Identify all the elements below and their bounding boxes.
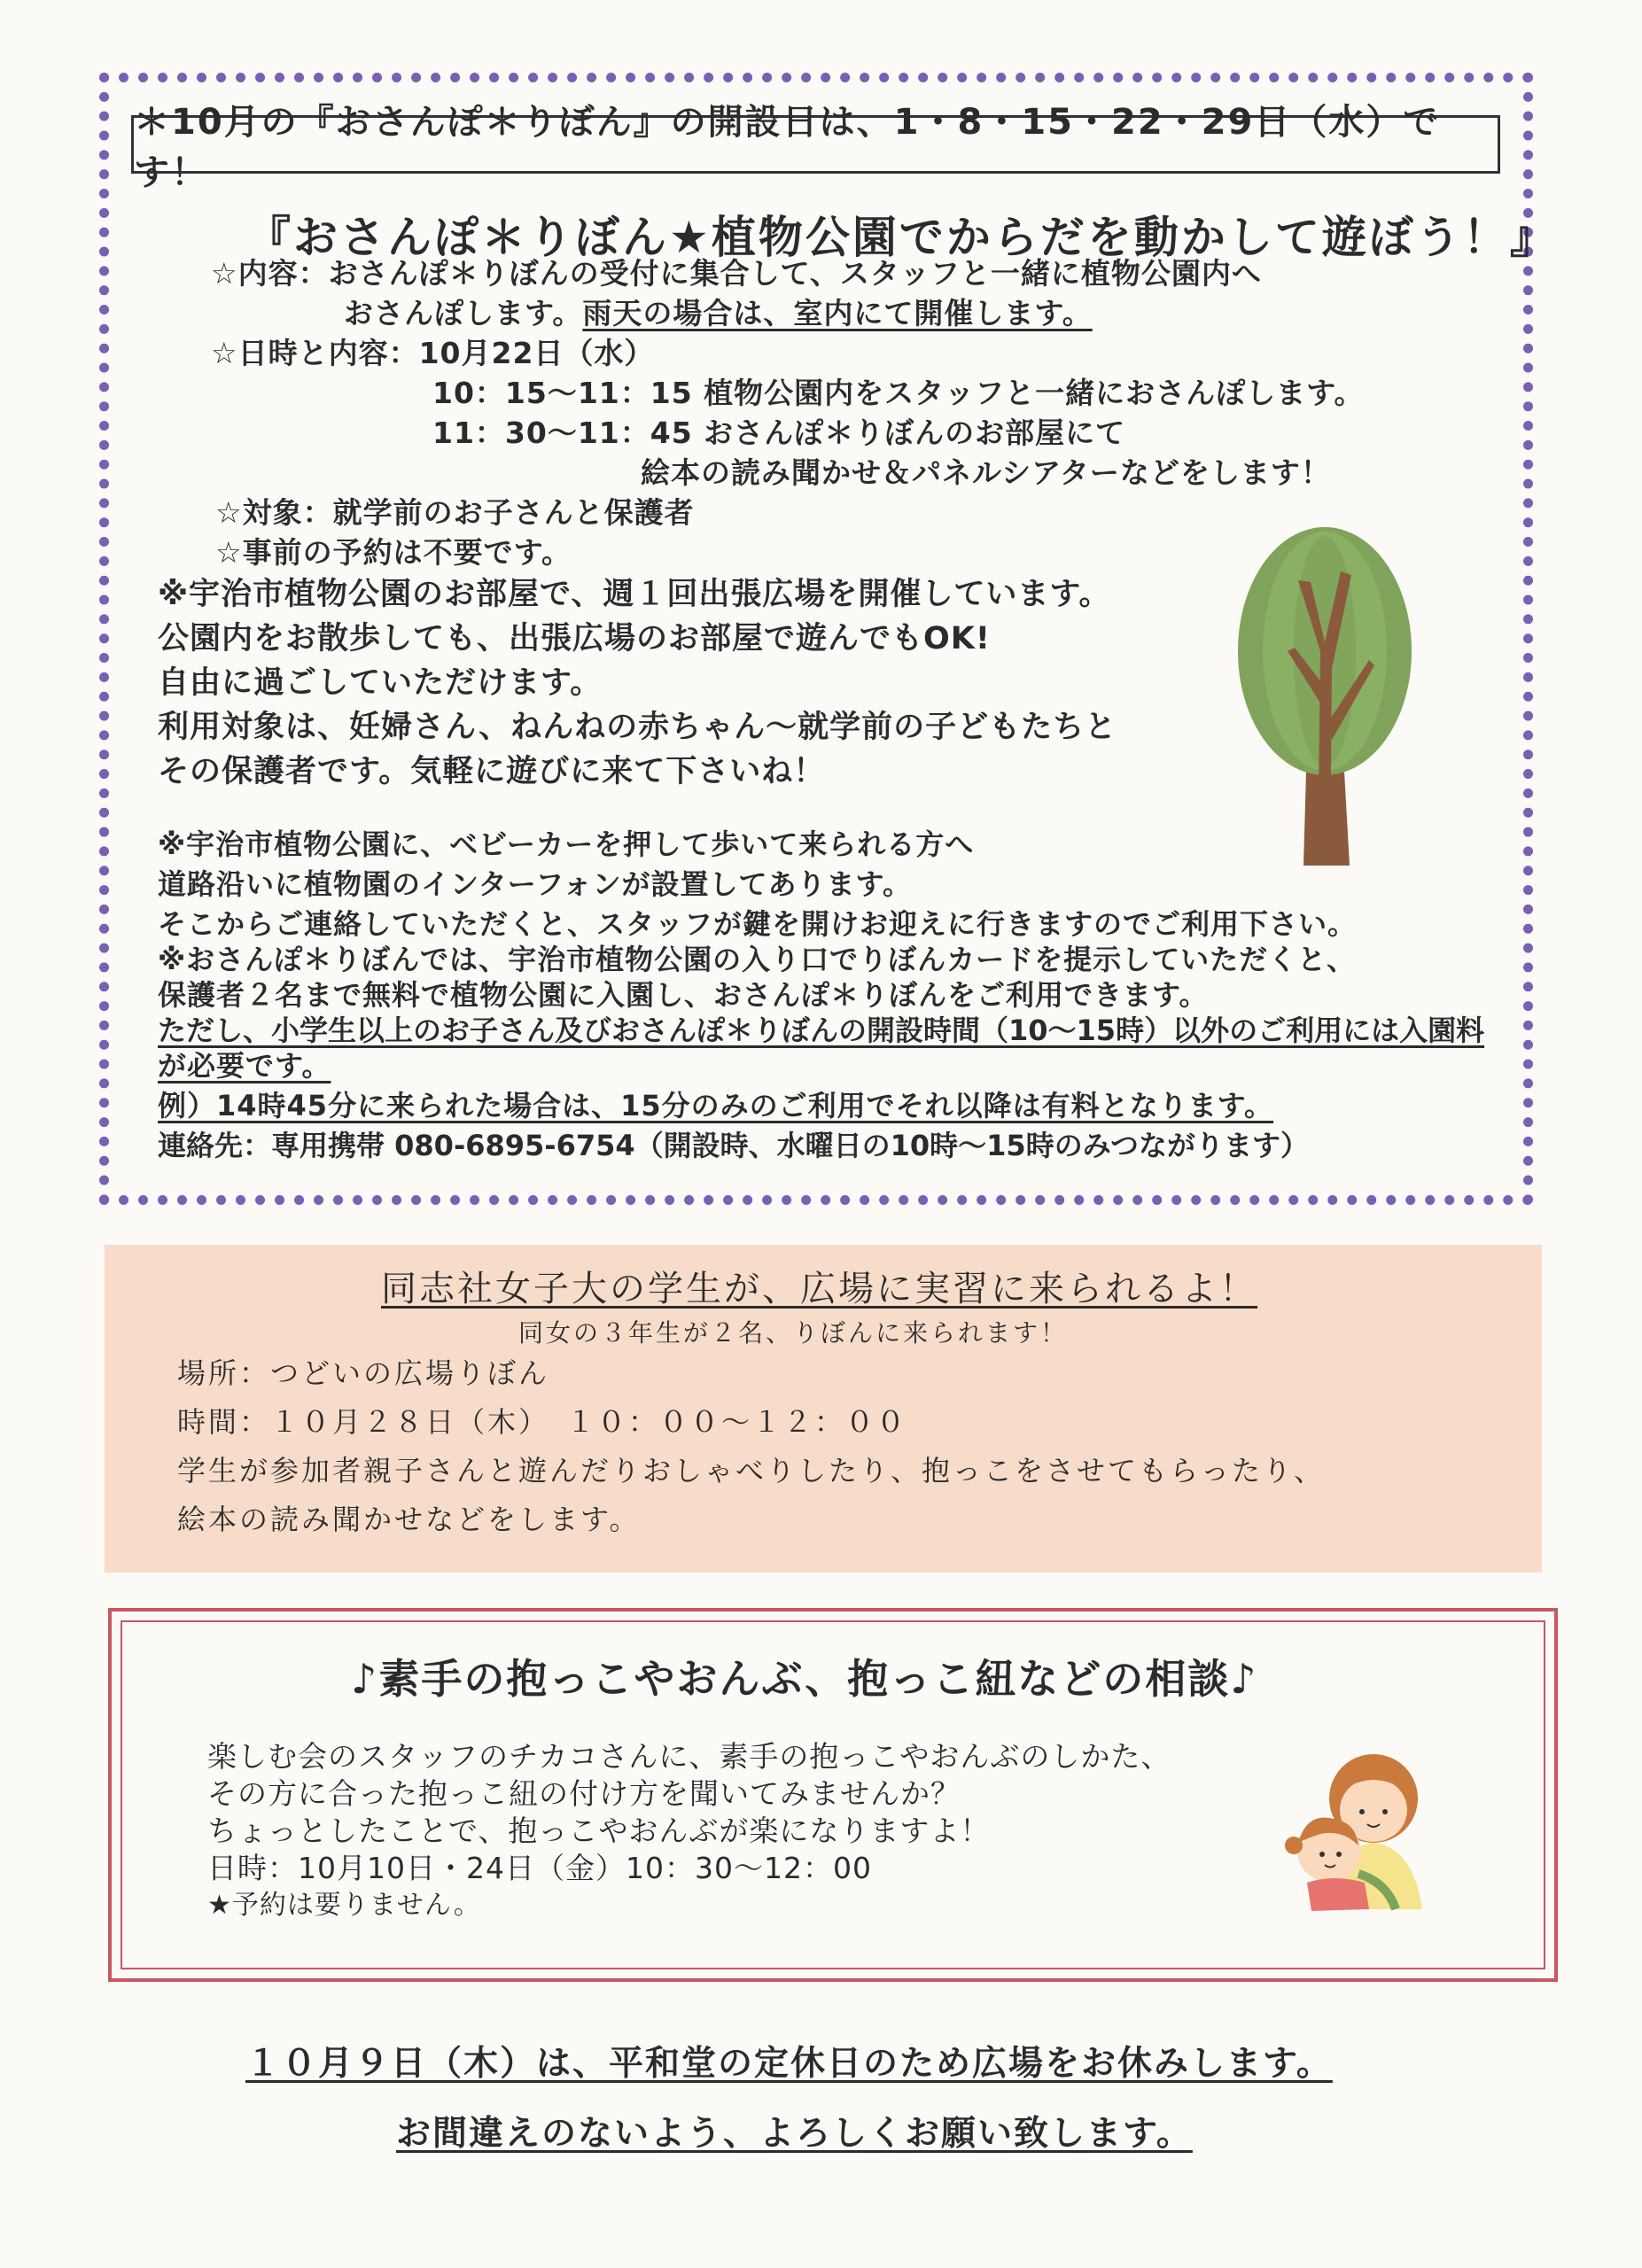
student-visit-time: 時間：１０月２８日（木） １０：００～１２：００ xyxy=(177,1405,908,1439)
tree-illustration xyxy=(1236,518,1413,868)
mother-child-illustration xyxy=(1280,1750,1436,1914)
consultation-datetime: 日時：10月10日・24日（金）10：30～12：00 xyxy=(207,1851,872,1885)
opening-days-text: ＊10月の『おさんぽ＊りぼん』の開設日は、1・8・15・22・29日（水）です！ xyxy=(134,102,1441,193)
note-line-3: 自由に過ごしていただけます。 xyxy=(158,665,603,701)
schedule-2: 11：30～11：45 おさんぽ＊りぼんのお部屋にて xyxy=(432,416,1126,450)
content-line2a: おさんぽします。 xyxy=(344,296,583,330)
student-visit-desc-2: 絵本の読み聞かせなどをします。 xyxy=(177,1503,641,1536)
content-label: ☆内容：おさんぽ＊りぼんの受付に集合して、スタッフと一緒に植物公園内へ xyxy=(211,256,1262,291)
info-line-7: が必要です。 xyxy=(158,1049,331,1083)
thanks-notice: お間違えのないよう、よろしくお願い致します。 xyxy=(396,2114,1193,2154)
note-line-5: その保護者です。気軽に遊びに来て下さいね！ xyxy=(158,754,826,789)
info-line-8: 例）14時45分に来られた場合は、15分のみのご利用でそれ以降は有料となります。 xyxy=(158,1089,1274,1122)
note-line-1: ※宇治市植物公園のお部屋で、週１回出張広場を開催しています。 xyxy=(158,577,1111,612)
target-audience: ☆対象：就学前のお子さんと保護者 xyxy=(215,495,695,530)
info-line-5: 保護者２名まで無料で植物公園に入園し、おさんぽ＊りぼんをご利用できます。 xyxy=(158,978,1209,1012)
info-line-2: 道路沿いに植物園のインターフォンが設置してあります。 xyxy=(158,867,912,901)
consultation-line-3: ちょっとしたことで、抱っこやおんぶが楽になりますよ！ xyxy=(207,1814,991,1848)
consultation-line-2: その方に合った抱っこ紐の付け方を聞いてみませんか？ xyxy=(207,1776,961,1811)
info-line-6: ただし、小学生以上のお子さん及びおさんぽ＊りぼんの開設時間（10～15時）以外のご利用には入園料 xyxy=(158,1014,1485,1047)
contact-line: 連絡先：専用携帯 080-6895-6754（開設時、水曜日の10時～15時のみつながります） xyxy=(158,1129,1310,1162)
consultation-title: ♪素手の抱っこやおんぶ、抱っこ紐などの相談♪ xyxy=(351,1655,1258,1703)
consultation-line-1: 楽しむ会のスタッフのチカコさんに、素手の抱っこやおんぶのしかた、 xyxy=(207,1739,1171,1774)
closed-day-notice: １０月９日（木）は、平和堂の定休日のため広場をお休みします。 xyxy=(245,2044,1333,2084)
opening-days-banner xyxy=(131,102,1500,193)
student-visit-title: 同志社女子大の学生が、広場に実習に来られるよ！ xyxy=(381,1269,1257,1309)
info-line-4: ※おさんぽ＊りぼんでは、宇治市植物公園の入り口でりぼんカードを提示していただくと、 xyxy=(158,943,1357,976)
student-visit-place: 場所：つどいの広場りぼん xyxy=(177,1356,550,1390)
student-visit-desc-1: 学生が参加者親子さんと遊んだりおしゃべりしたり、抱っこをさせてもらったり、 xyxy=(177,1454,1326,1487)
student-visit-panel xyxy=(105,1245,1542,1573)
note-line-2: 公園内をお散歩しても、出張広場のお部屋で遊んでもOK! xyxy=(158,621,991,656)
consultation-no-reservation: ★予約は要りません。 xyxy=(207,1890,481,1921)
info-line-1: ※宇治市植物公園に、ベビーカーを押して歩いて来られる方へ xyxy=(158,827,975,861)
schedule-1: 10：15～11：15 植物公園内をスタッフと一緒におさんぽします。 xyxy=(432,376,1365,410)
content-line2 xyxy=(344,291,1093,332)
datetime-label: ☆日時と内容：10月22日（水） xyxy=(211,336,655,370)
rain-note: 雨天の場合は、室内にて開催します。 xyxy=(582,296,1093,330)
info-line-3: そこからご連絡していただくと、スタッフが鍵を開けお迎えに行きますのでご利用下さい。 xyxy=(158,907,1358,941)
event-title: 『おさんぽ＊りぼん★植物公園でからだを動かして遊ぼう！』 xyxy=(246,212,1557,263)
student-visit-subtitle: 同女の３年生が２名、りぼんに来られます！ xyxy=(518,1318,1069,1348)
schedule-3: 絵本の読み聞かせ＆パネルシアターなどをします！ xyxy=(641,455,1331,490)
no-reservation: ☆事前の予約は不要です。 xyxy=(215,535,572,570)
note-line-4: 利用対象は、妊婦さん、ねんねの赤ちゃん～就学前の子どもたちと xyxy=(158,710,1117,745)
